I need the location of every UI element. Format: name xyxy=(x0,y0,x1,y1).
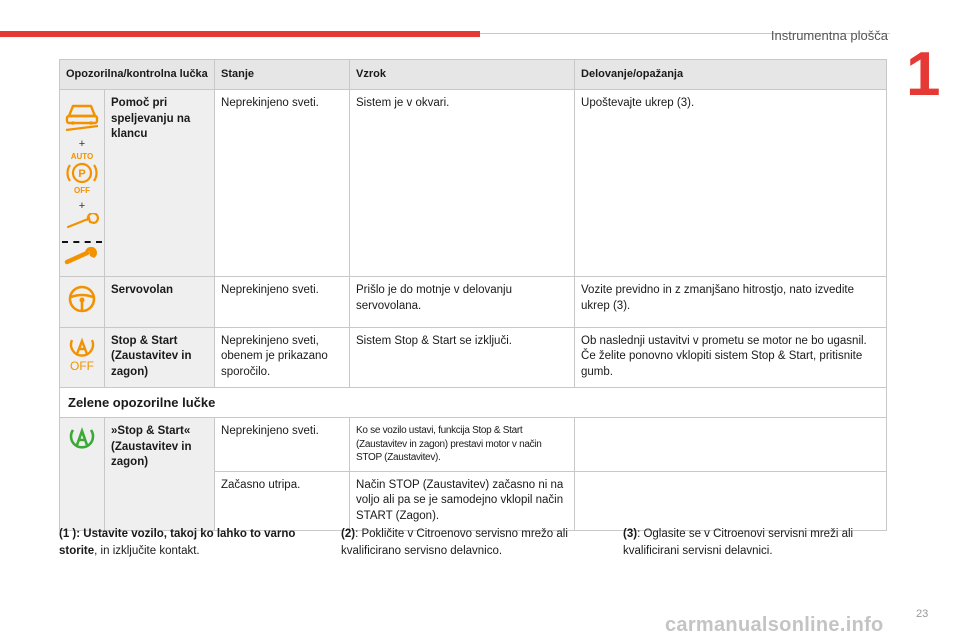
footnote-3-marker: (3) xyxy=(623,528,638,540)
icon-cell xyxy=(60,327,105,387)
off-label: OFF xyxy=(74,185,90,195)
light-action xyxy=(575,471,887,531)
light-state: Neprekinjeno sveti, obenem je prikazano sporočilo. xyxy=(215,327,350,387)
table-row xyxy=(60,277,887,328)
table-row xyxy=(60,418,887,472)
light-state: Začasno utripa. xyxy=(215,471,350,531)
auto-label: AUTO xyxy=(70,151,94,161)
plus-sign: + xyxy=(78,200,86,213)
light-cause: Ko se vozilo ustavi, funkcija Stop & Start (Zaustavitev in zagon) prestavi motor v način STOP (Zaustavitev). xyxy=(350,418,575,472)
light-name: Servovolan xyxy=(105,277,215,328)
hill-assist-car-icon xyxy=(63,96,101,132)
icon-cell xyxy=(60,277,105,328)
service-wrench-icon xyxy=(64,213,100,231)
icon-cell xyxy=(60,418,105,531)
icon-cell xyxy=(60,90,105,277)
light-action: Vozite previdno in z zmanjšano hitrostjo, nato izvedite ukrep (3). xyxy=(575,277,887,328)
footnote-2-text: : Pokličite v Citroenovo servisno mrežo ali kvalificirano servisno delavnico. xyxy=(341,528,568,557)
off-label: OFF xyxy=(70,358,94,372)
divider-dashed xyxy=(62,241,102,243)
light-action xyxy=(575,418,887,472)
page-header-title: Instrumentna plošča xyxy=(770,28,888,43)
footnote-1 xyxy=(59,526,321,559)
auto-park-brake-off-icon xyxy=(62,151,102,195)
light-action: Ob naslednji ustavitvi v prometu se motor ne bo ugasnil. Če želite ponovno vklopiti sistem Stop & Start, pritisnite gumb. xyxy=(575,327,887,387)
table-row xyxy=(60,327,887,387)
column-header-state: Stanje xyxy=(215,60,350,90)
page-number: 23 xyxy=(916,608,929,620)
light-state: Neprekinjeno sveti. xyxy=(215,90,350,277)
light-cause: Prišlo je do motnje v delovanju servovolana. xyxy=(350,277,575,328)
table-row xyxy=(60,90,887,277)
footnote-1-emphasis: (1 ): Ustavite vozilo, takoj ko lahko to varno storite xyxy=(59,528,296,557)
light-cause: Sistem je v okvari. xyxy=(350,90,575,277)
stop-start-off-icon xyxy=(64,334,100,372)
light-name: »Stop & Start« (Zaustavitev in zagon) xyxy=(105,418,215,531)
chapter-number: 1 xyxy=(906,40,941,109)
light-cause: Sistem Stop & Start se izključi. xyxy=(350,327,575,387)
light-state: Neprekinjeno sveti. xyxy=(215,418,350,472)
column-header-cause: Vzrok xyxy=(350,60,575,90)
plus-sign: + xyxy=(78,137,86,150)
section-title-green: Zelene opozorilne lučke xyxy=(60,387,887,418)
section-row xyxy=(60,387,887,418)
column-header-light: Opozorilna/kontrolna lučka xyxy=(60,60,215,90)
footnote-3-text: : Oglasite se v Citroenovi servisni mreži ali kvalificirani servisni delavnici. xyxy=(623,528,854,557)
footnote-3 xyxy=(623,526,885,559)
footnote-1-text: , in izključite kontakt. xyxy=(94,544,200,557)
light-cause: Način STOP (Zaustavitev) začasno ni na voljo ali pa se je samodejno vklopil način START (Zagon). xyxy=(350,471,575,531)
footnote-2 xyxy=(341,526,603,559)
service-wrench-solid-icon xyxy=(64,247,100,265)
warning-lights-table xyxy=(59,59,887,531)
footnote-2-marker: (2) xyxy=(341,528,356,540)
p-label: P xyxy=(78,167,86,180)
light-state: Neprekinjeno sveti. xyxy=(215,277,350,328)
light-name: Pomoč pri speljevanju na klancu xyxy=(105,90,215,277)
column-header-action: Delovanje/opažanja xyxy=(575,60,887,90)
light-name: Stop & Start (Zaustavitev in zagon) xyxy=(105,327,215,387)
steering-wheel-icon xyxy=(66,283,98,315)
header-red-bar xyxy=(0,31,480,37)
light-action: Upoštevajte ukrep (3). xyxy=(575,90,887,277)
stop-start-active-icon xyxy=(66,424,98,454)
watermark: carmanualsonline.info xyxy=(665,614,884,636)
table-header-row xyxy=(60,60,887,90)
